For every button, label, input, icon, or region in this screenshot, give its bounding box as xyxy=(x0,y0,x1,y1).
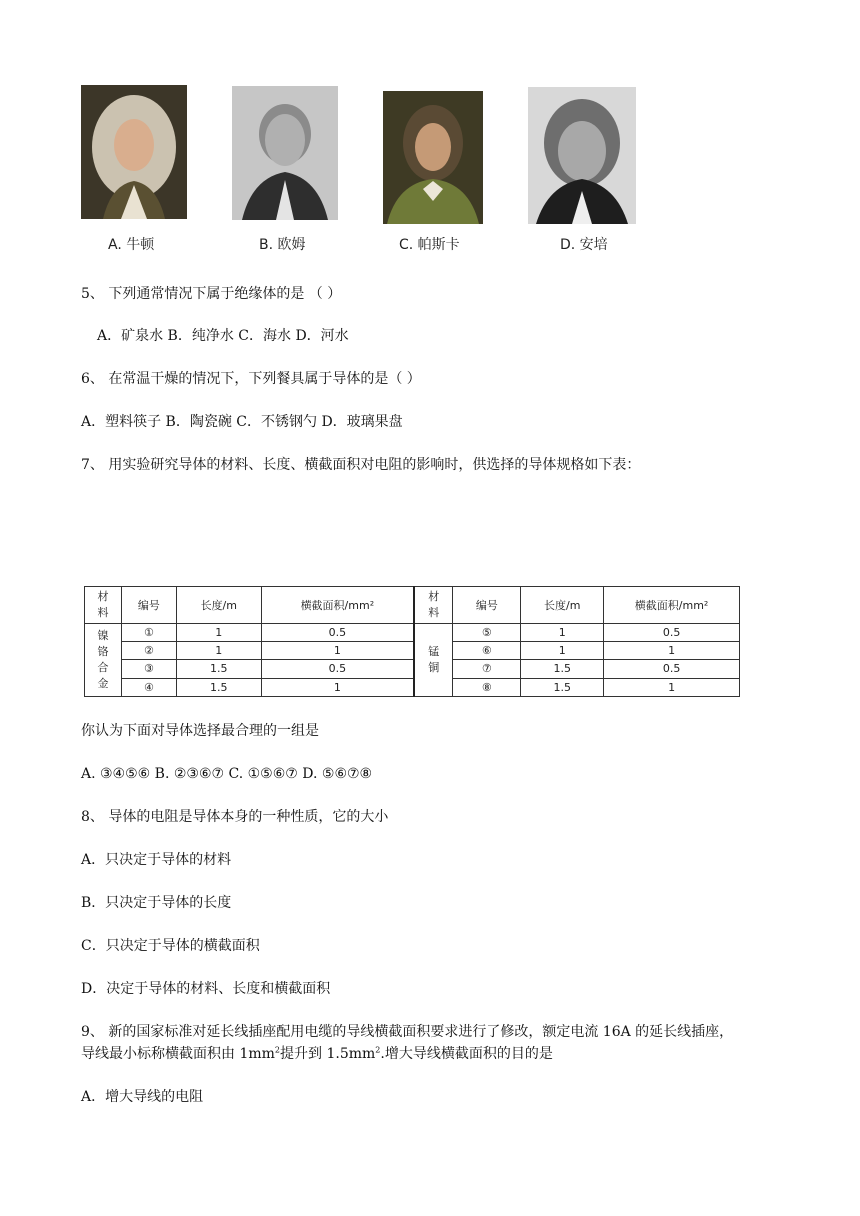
table-cell: ⑦ xyxy=(453,660,521,678)
table-cell: 1 xyxy=(521,641,604,659)
q8-stem: 8、 导体的电阻是导体本身的一种性质，它的大小 xyxy=(81,809,389,825)
caption-ampere: D. 安培 xyxy=(560,237,608,253)
header-area-right: 横截面积/mm² xyxy=(604,587,740,624)
q8-option-c: C．只决定于导体的横截面积 xyxy=(81,938,260,954)
table-cell: ② xyxy=(121,641,176,659)
caption-pascal: C. 帕斯卡 xyxy=(399,237,460,253)
material-nichrome: 镍 铬 合 金 xyxy=(85,623,122,696)
table-cell: 0.5 xyxy=(261,660,414,678)
q6-stem: 6、 在常温干燥的情况下，下列餐具属于导体的是（ ） xyxy=(81,371,421,387)
q7-prompt: 你认为下面对导体选择最合理的一组是 xyxy=(81,723,319,739)
portrait-ampere xyxy=(528,87,636,224)
caption-ohm: B. 欧姆 xyxy=(259,237,306,253)
portrait-ohm xyxy=(232,86,338,220)
q9-option-a: A．增大导线的电阻 xyxy=(81,1089,204,1105)
table-cell: 1.5 xyxy=(521,678,604,696)
header-area-left: 横截面积/mm² xyxy=(261,587,414,624)
table-cell: 1 xyxy=(176,623,261,641)
q9-sup-2: 2 xyxy=(375,1045,381,1055)
q9-stem-line2 xyxy=(81,1044,553,1064)
q9-text-c: .增大导线横截面积的目的是 xyxy=(380,1046,553,1062)
table-cell: 0.5 xyxy=(261,623,414,641)
header-number-right: 编号 xyxy=(453,587,521,624)
table-cell: 0.5 xyxy=(604,660,740,678)
table-cell: 1.5 xyxy=(176,678,261,696)
table-cell: 1.5 xyxy=(176,660,261,678)
q8-option-a: A．只决定于导体的材料 xyxy=(81,852,232,868)
q8-option-b: B．只决定于导体的长度 xyxy=(81,895,232,911)
table-cell: 0.5 xyxy=(604,623,740,641)
table-cell: ⑥ xyxy=(453,641,521,659)
table-cell: 1 xyxy=(604,678,740,696)
table-cell: ⑧ xyxy=(453,678,521,696)
table-cell: 1 xyxy=(261,641,414,659)
header-material-right: 材 料 xyxy=(414,587,453,624)
table-cell: 1 xyxy=(521,623,604,641)
q6-options: A．塑料筷子 B．陶瓷碗 C．不锈钢勺 D．玻璃果盘 xyxy=(81,414,403,430)
q8-option-d: D．决定于导体的材料、长度和横截面积 xyxy=(81,981,331,997)
q5-options: A．矿泉水 B．纯净水 C．海水 D．河水 xyxy=(97,328,349,344)
portrait-newton xyxy=(81,85,187,219)
q7-stem: 7、 用实验研究导体的材料、长度、横截面积对电阻的影响时，供选择的导体规格如下表： xyxy=(81,457,641,473)
header-number-left: 编号 xyxy=(121,587,176,624)
table-cell: ① xyxy=(121,623,176,641)
q5-stem: 5、 下列通常情况下属于绝缘体的是 （ ） xyxy=(81,286,342,302)
table-cell: 1.5 xyxy=(521,660,604,678)
header-length-left: 长度/m xyxy=(176,587,261,624)
portrait-pascal xyxy=(383,91,483,224)
table-cell: ③ xyxy=(121,660,176,678)
table-cell: ④ xyxy=(121,678,176,696)
header-length-right: 长度/m xyxy=(521,587,604,624)
q7-options: A. ③④⑤⑥ B. ②③⑥⑦ C. ①⑤⑥⑦ D. ⑤⑥⑦⑧ xyxy=(81,766,373,782)
q9-text-b: 提升到 1.5mm xyxy=(280,1046,376,1062)
q9-text-a: 导线最小标称横截面积由 1mm xyxy=(81,1046,275,1062)
caption-newton: A. 牛顿 xyxy=(108,237,155,253)
table-cell: 1 xyxy=(604,641,740,659)
material-manganin: 锰 铜 xyxy=(414,623,453,696)
conductor-spec-table xyxy=(84,586,740,697)
table-cell: 1 xyxy=(176,641,261,659)
table-cell: ⑤ xyxy=(453,623,521,641)
q9-sup-1: 2 xyxy=(274,1045,281,1055)
q9-stem-line1: 9、 新的国家标准对延长线插座配用电缆的导线横截面积要求进行了修改，额定电流 16A 的延长线插座， xyxy=(81,1024,734,1040)
table-cell: 1 xyxy=(261,678,414,696)
header-material-left: 材 料 xyxy=(85,587,122,624)
